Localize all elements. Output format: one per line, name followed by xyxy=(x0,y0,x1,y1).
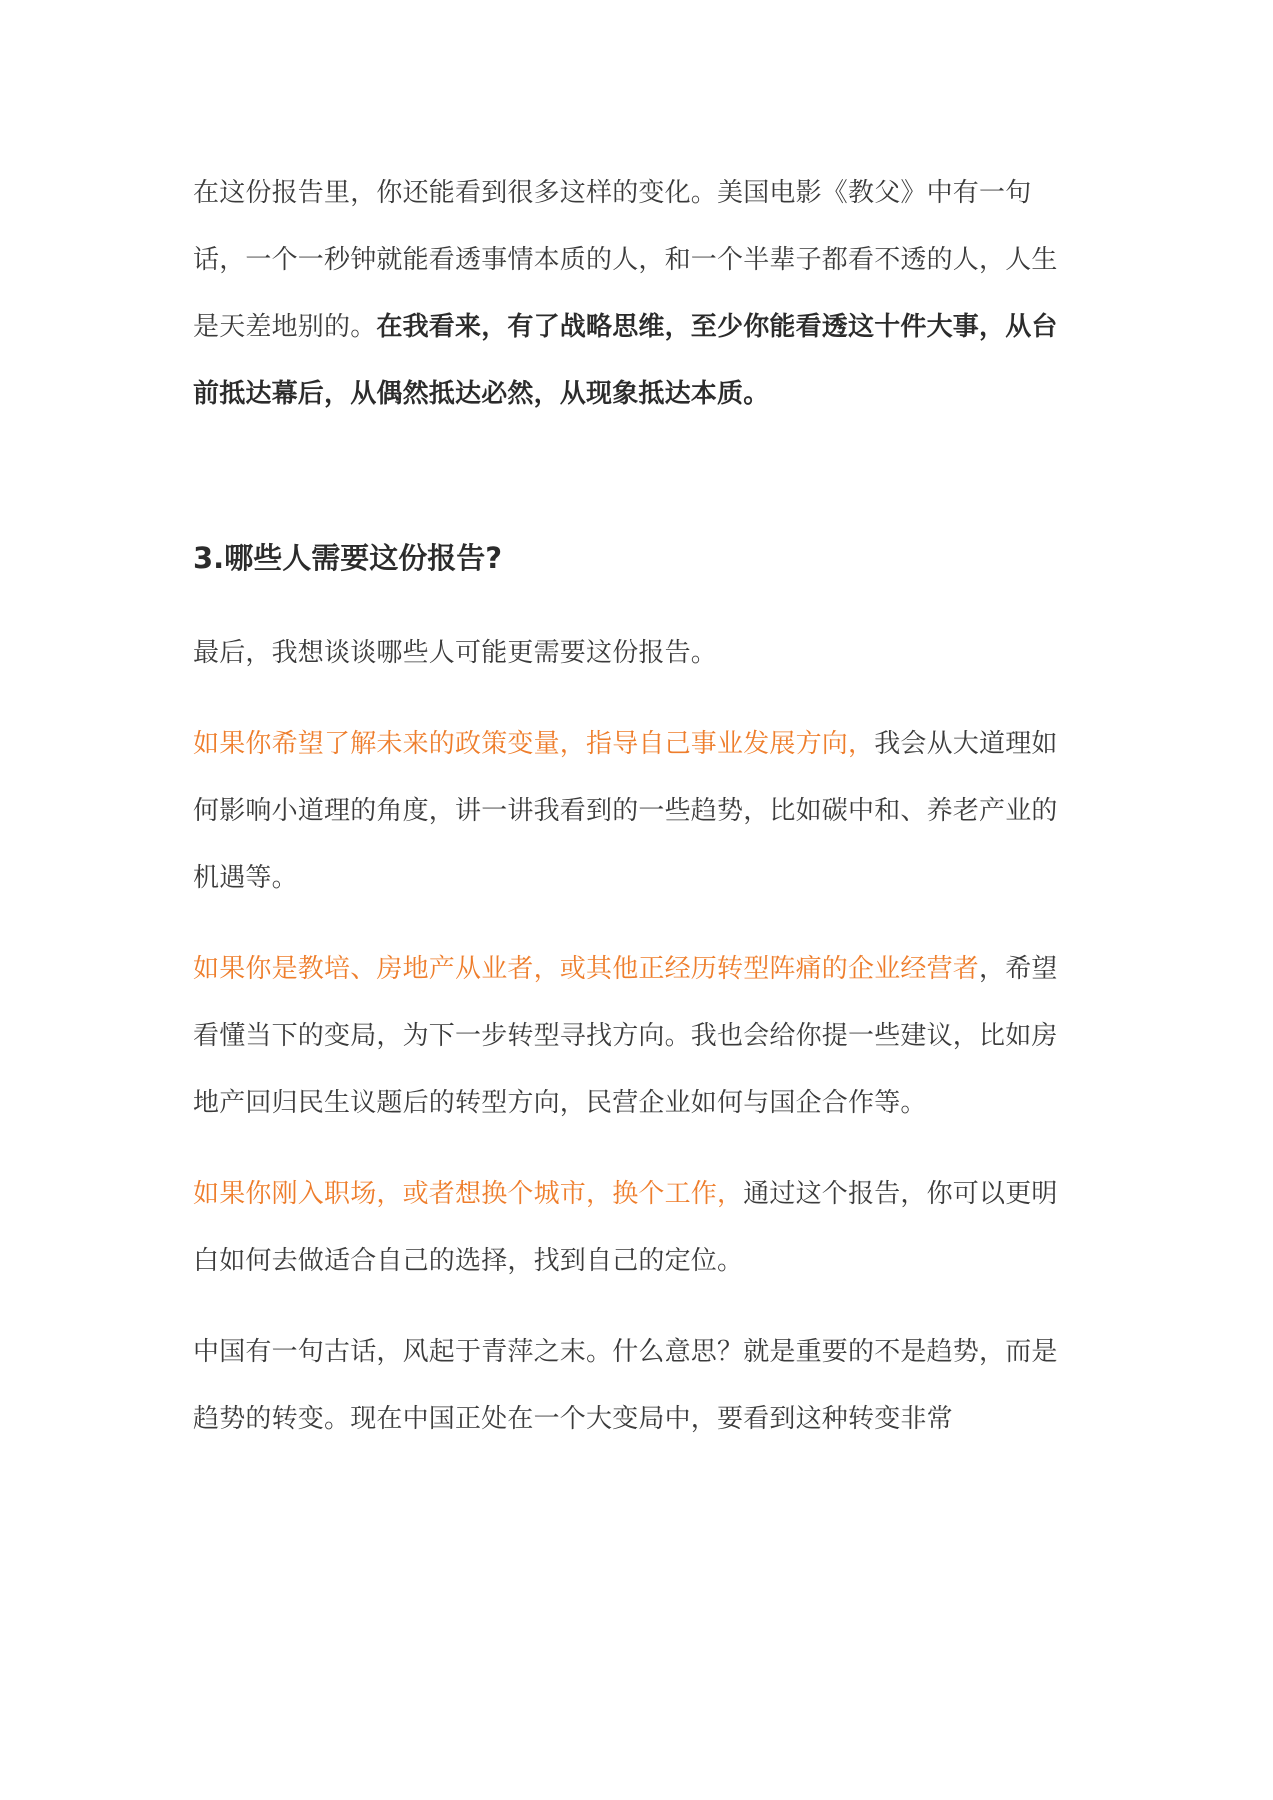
spacer xyxy=(193,1295,1065,1319)
section-heading: 3.哪些人需要这份报告? xyxy=(193,541,503,575)
paragraph-transition xyxy=(193,936,1065,1137)
intro-bold-text: 在我看来，有了战略思维，至少你能看透这十件大事，从台前抵达幕后，从偶然抵达必然，从现象抵达本质。 xyxy=(193,312,1058,409)
spacer xyxy=(193,687,1065,711)
paragraph-proverb: 中国有一句古话，风起于青萍之末。什么意思？就是重要的不是趋势，而是趋势的转变。现在中国正处在一个大变局中，要看到这种转变非常 xyxy=(193,1337,1058,1434)
highlight-text: 如果你希望了解未来的政策变量，指导自己事业发展方向， xyxy=(193,729,875,759)
highlight-text: 如果你是教培、房地产从业者，或其他正经历转型阵痛的企业经营者 xyxy=(193,954,980,984)
paragraph-career xyxy=(193,1161,1065,1295)
spacer xyxy=(193,1137,1065,1161)
paragraph-audience-intro: 最后，我想谈谈哪些人可能更需要这份报告。 xyxy=(193,638,718,668)
paragraph-policy xyxy=(193,711,1065,912)
article-body xyxy=(193,160,1065,1453)
highlight-text: 如果你刚入职场，或者想换个城市，换个工作， xyxy=(193,1179,744,1209)
body-text: ，希望看懂当下的变局，为下一步转型寻找方向。我也会给你提一些建议，比如房地产回归民生议题后的转型方向，民营企业如何与国企合作等。 xyxy=(193,954,1058,1118)
intro-paragraph xyxy=(193,160,1065,428)
spacer xyxy=(193,578,1065,620)
body-text: 通过这个报告，你可以更明白如何去做适合自己的选择，找到自己的定位。 xyxy=(193,1179,1058,1276)
intro-text: 在这份报告里，你还能看到很多这样的变化。美国电影《教父》中有一句话，一个一秒钟就能看透事情本质的人，和一个半辈子都看不透的人，人生是天差地别的。 xyxy=(193,178,1058,342)
spacer xyxy=(193,912,1065,936)
body-text: 我会从大道理如何影响小道理的角度，讲一讲我看到的一些趋势，比如碳中和、养老产业的机遇等。 xyxy=(193,729,1058,893)
spacer xyxy=(193,428,1065,538)
